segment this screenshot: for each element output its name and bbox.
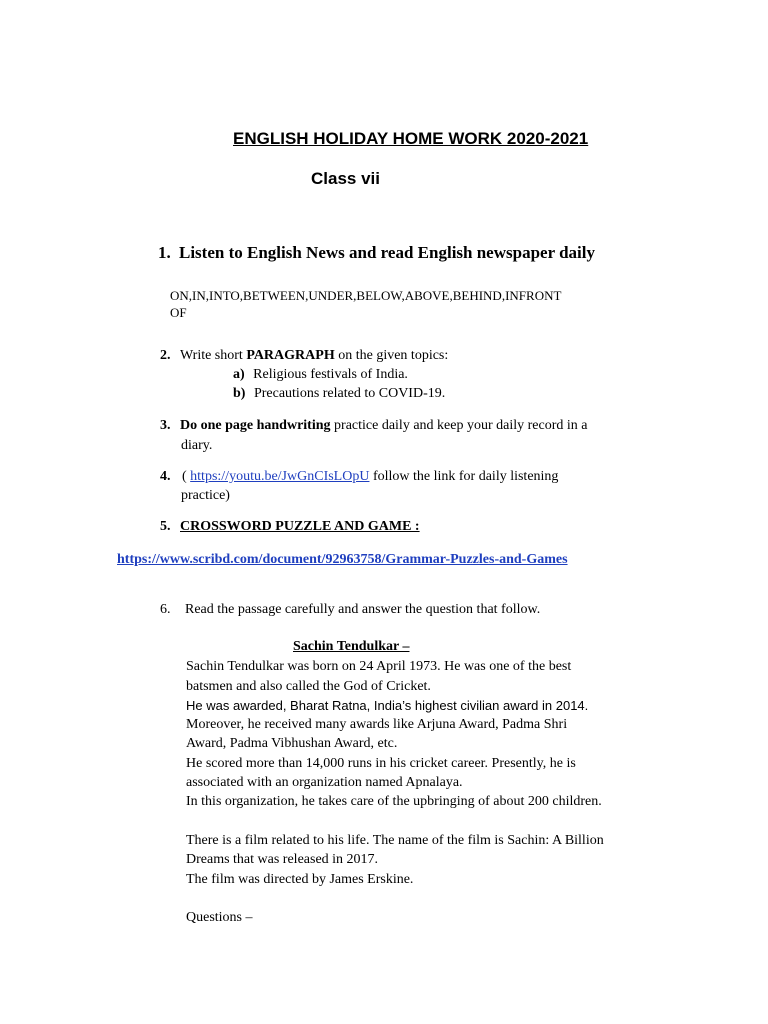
item-2-number: 2. bbox=[160, 348, 171, 363]
passage-line-4: Moreover, he received many awards like Arjuna Award, Padma Shri bbox=[186, 717, 568, 732]
item-4 bbox=[160, 467, 558, 487]
passage-line-3: He was awarded, Bharat Ratna, India’s highest civilian award in 2014. bbox=[186, 698, 589, 713]
scribd-link-line bbox=[117, 550, 568, 570]
page-title: ENGLISH HOLIDAY HOME WORK 2020-2021 bbox=[233, 129, 589, 148]
item-1-number: 1. bbox=[158, 243, 171, 262]
item-6-text: Read the passage carefully and answer the question that follow. bbox=[185, 602, 541, 617]
item-3-text-after: practice daily and keep your daily record in a bbox=[330, 418, 588, 433]
subitem-a-text: Religious festivals of India. bbox=[253, 367, 408, 382]
item-4-number: 4. bbox=[160, 469, 171, 484]
item-5-text: CROSSWORD PUZZLE AND GAME : bbox=[180, 519, 420, 534]
item-1 bbox=[158, 243, 595, 263]
item-2-subitem-a bbox=[233, 365, 408, 385]
scribd-link[interactable]: https://www.scribd.com/document/92963758/Grammar-Puzzles-and-Games bbox=[117, 552, 568, 567]
item-5 bbox=[160, 517, 420, 537]
item-1-text: Listen to English News and read English newspaper daily bbox=[179, 243, 595, 262]
item-6 bbox=[160, 600, 540, 620]
youtube-link[interactable]: https://youtu.be/JwGnCIsLOpU bbox=[190, 469, 370, 484]
passage-heading: Sachin Tendulkar – bbox=[293, 639, 410, 654]
passage-line-6: He scored more than 14,000 runs in his cricket career. Presently, he is bbox=[186, 756, 576, 771]
item-4-line-2: practice) bbox=[181, 488, 230, 503]
subitem-b-label: b) bbox=[233, 386, 246, 401]
subitem-b-text: Precautions related to COVID-19. bbox=[253, 386, 446, 401]
item-5-number: 5. bbox=[160, 519, 171, 534]
item-4-text-after: follow the link for daily listening bbox=[369, 469, 559, 484]
passage-line-11: The film was directed by James Erskine. bbox=[186, 872, 414, 887]
item-3-line-2: diary. bbox=[181, 438, 213, 453]
item-3-bold: Do one page handwriting bbox=[180, 418, 331, 433]
item-3 bbox=[160, 416, 587, 436]
item-3-number: 3. bbox=[160, 418, 171, 433]
passage-line-7: associated with an organization named Apnalaya. bbox=[186, 775, 463, 790]
item-2-subitem-b bbox=[233, 384, 445, 404]
passage-line-5: Award, Padma Vibhushan Award, etc. bbox=[186, 736, 398, 751]
questions-label: Questions – bbox=[186, 910, 253, 925]
item-2-bold: PARAGRAPH bbox=[246, 348, 335, 363]
item-2-text-after: on the given topics: bbox=[334, 348, 449, 363]
passage-line-8: In this organization, he takes care of the upbringing of about 200 children. bbox=[186, 794, 602, 809]
prepositions-line-1: ON,IN,INTO,BETWEEN,UNDER,BELOW,ABOVE,BEHIND,INFRONT bbox=[170, 288, 562, 303]
item-2 bbox=[160, 346, 448, 366]
item-2-text-before: Write short bbox=[180, 348, 247, 363]
item-4-open-paren: ( bbox=[182, 469, 191, 484]
item-6-number: 6. bbox=[160, 602, 171, 617]
passage-line-10: Dreams that was released in 2017. bbox=[186, 852, 379, 867]
passage-line-9: There is a film related to his life. The name of the film is Sachin: A Billion bbox=[186, 833, 604, 848]
passage-line-1: Sachin Tendulkar was born on 24 April 1973. He was one of the best bbox=[186, 659, 572, 674]
passage-line-2: batsmen and also called the God of Cricket. bbox=[186, 679, 431, 694]
prepositions-line-2: OF bbox=[170, 305, 187, 320]
class-subtitle: Class vii bbox=[311, 169, 380, 188]
subitem-a-label: a) bbox=[233, 367, 245, 382]
